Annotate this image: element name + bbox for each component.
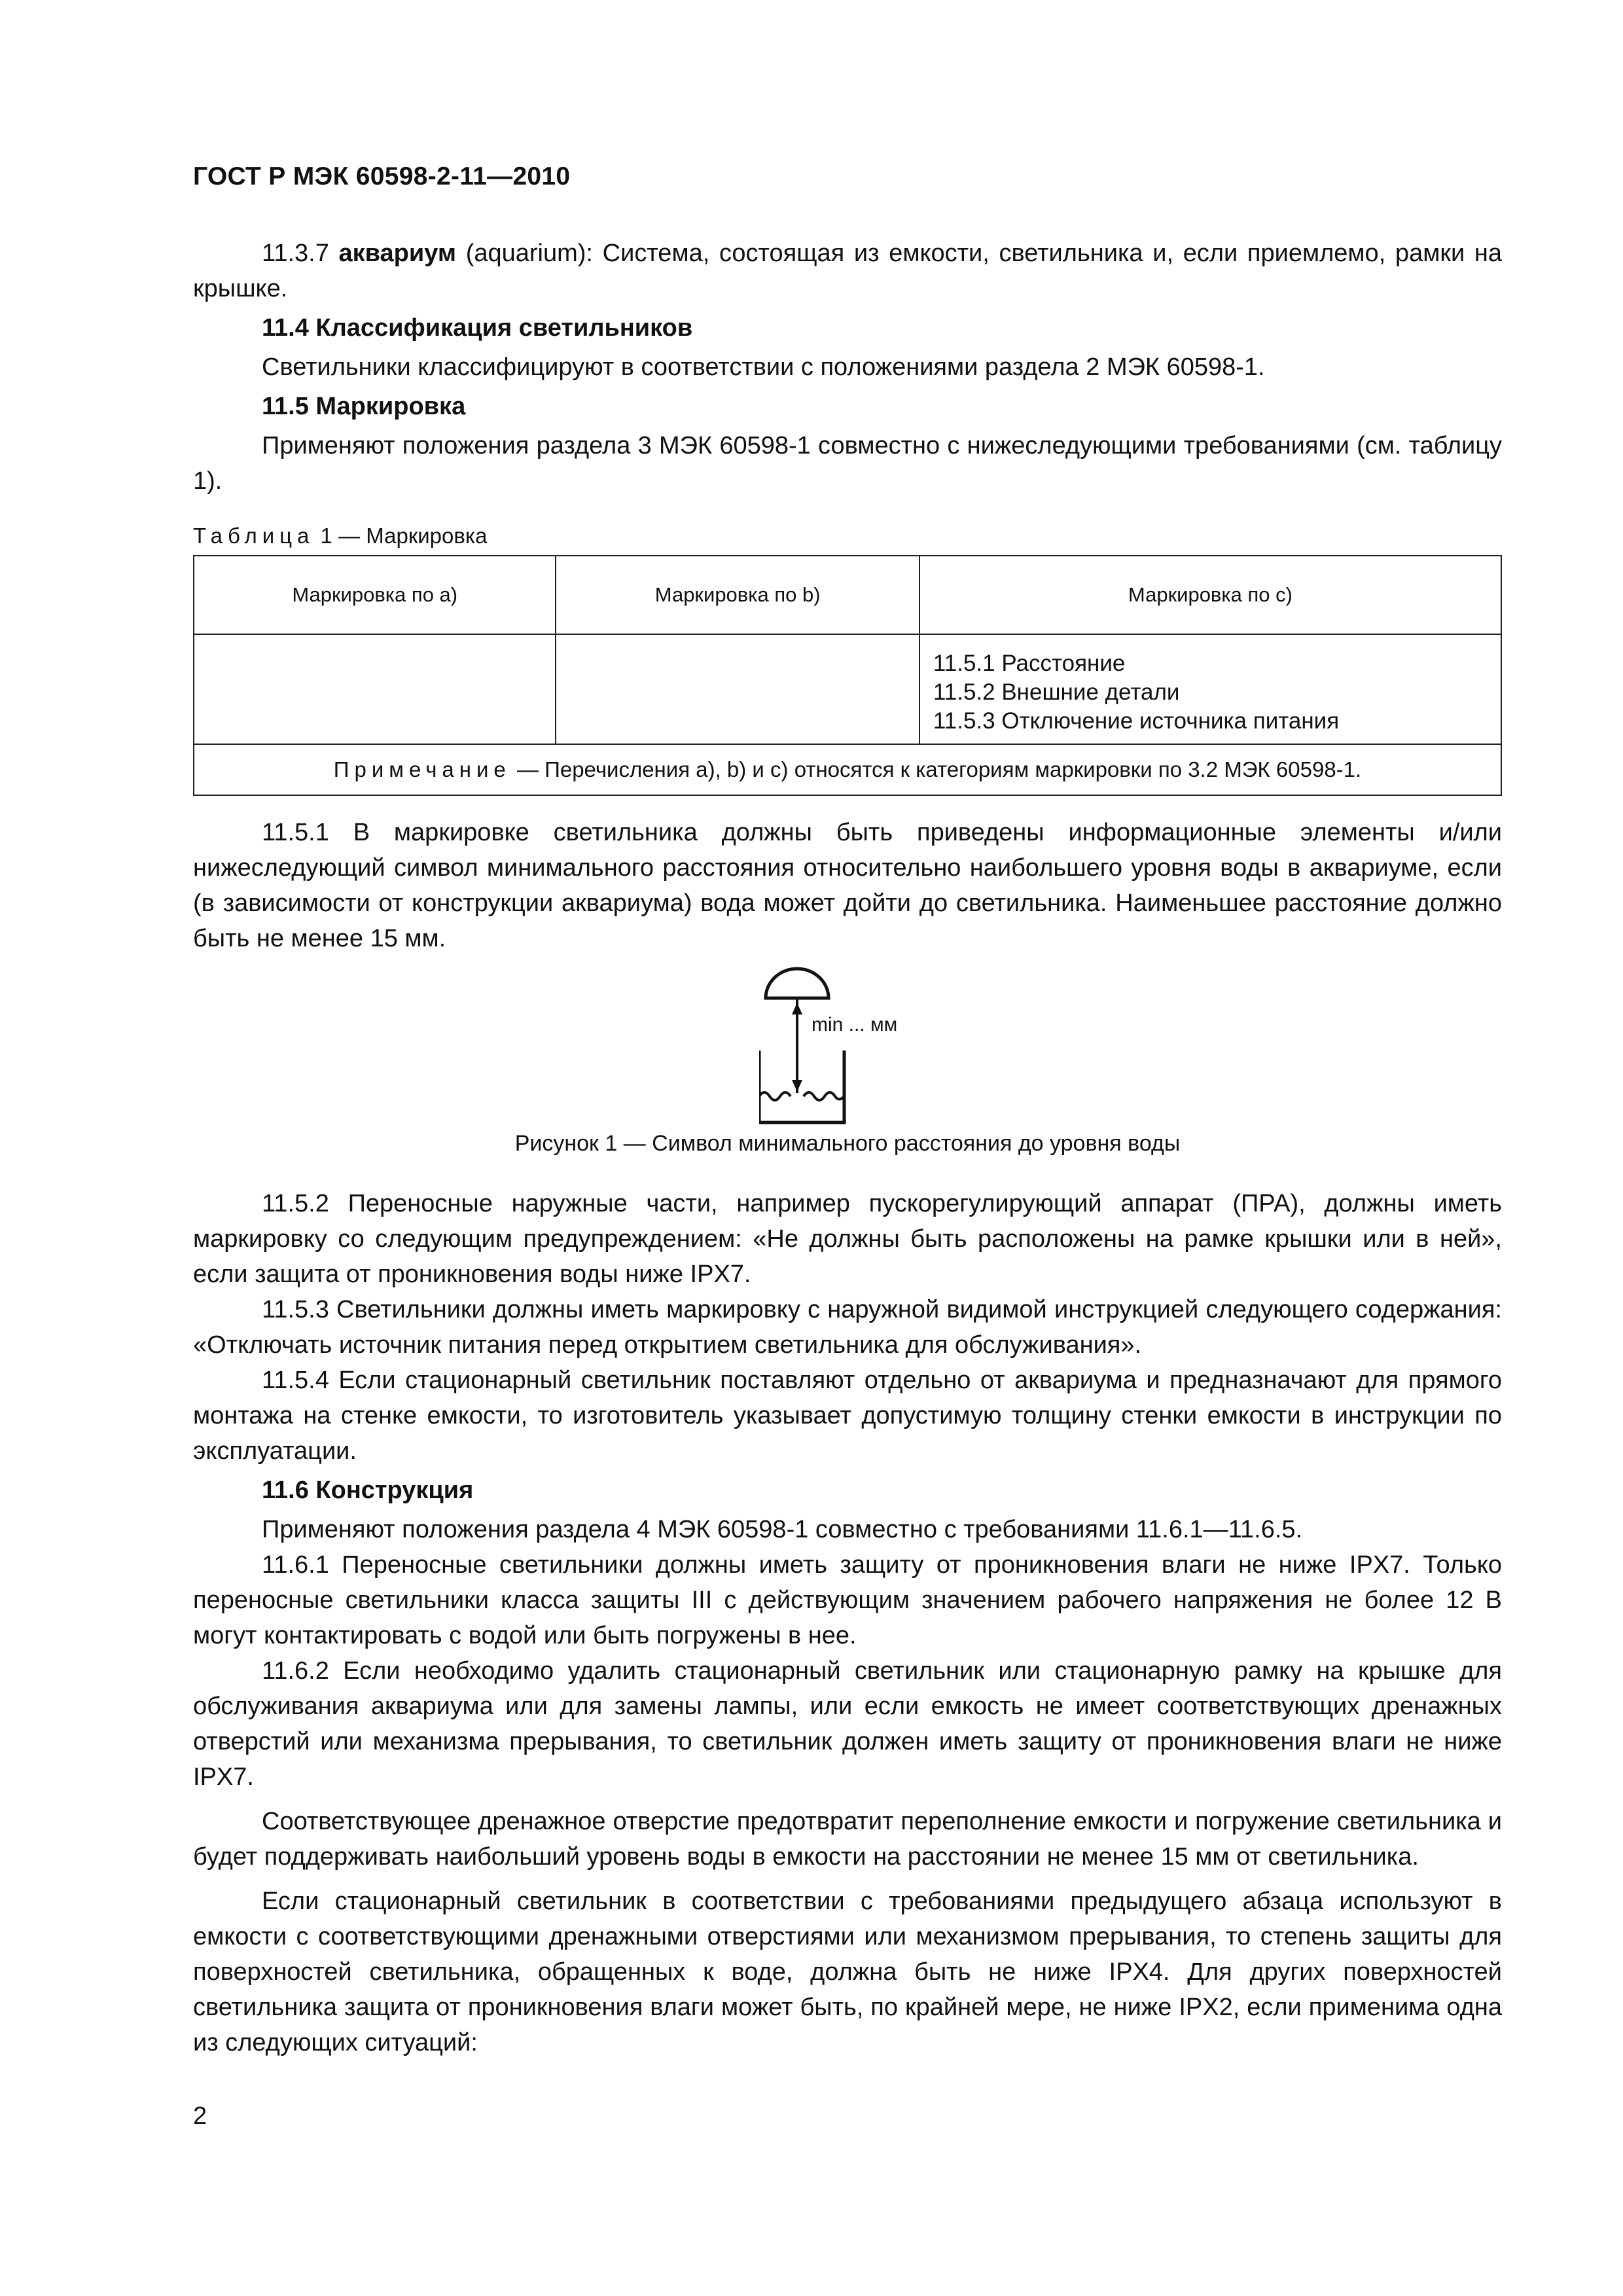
heading-11-6: 11.6 Конструкция bbox=[262, 1477, 474, 1504]
table-caption-title: 1 — Маркировка bbox=[314, 524, 488, 548]
page-number: 2 bbox=[193, 2102, 207, 2130]
cell-b-empty bbox=[556, 634, 919, 744]
header-cell-a: Маркировка по а) bbox=[194, 556, 556, 634]
cell-c-item: 11.5.2 Внешние детали bbox=[933, 679, 1180, 705]
note-text: — Перечисления а), b) и с) относятся к категориям маркировки по 3.2 МЭК 60598-1. bbox=[510, 757, 1362, 781]
section-after-figure bbox=[193, 1186, 1502, 2060]
tank-shape bbox=[759, 1050, 844, 1122]
arrow-head-up bbox=[792, 1003, 802, 1014]
paragraph-11-3-7 bbox=[193, 236, 1502, 306]
paragraph-11-6-1: 11.6.1 Переносные светильники должны иметь защиту от проникновения влаги не ниже IPX7. Только переносные светильники класса защиты III с действующим значением рабочего напряжения не более 12 В могут контактировать с водой или быть погружены в нее. bbox=[193, 1551, 1502, 1649]
table-note-row bbox=[194, 744, 1501, 795]
paragraph-11-4: Светильники классифицируют в соответствии с положениями раздела 2 МЭК 60598-1. bbox=[262, 353, 1265, 381]
cell-c-item: 11.5.1 Расстояние bbox=[933, 651, 1126, 676]
heading-11-4: 11.4 Классификация светильников bbox=[262, 314, 693, 342]
document-page bbox=[193, 0, 1502, 2296]
paragraph-11-5-2: 11.5.2 Переносные наружные части, например пускорегулирующий аппарат (ПРА), должны иметь маркировку со следующим предупреждением: «Не должны быть расположены на рамке крышки или в ней», если защита от проникновения воды ниже IPX7. bbox=[193, 1190, 1502, 1288]
paragraph-11-5-1: 11.5.1 В маркировке светильника должны быть приведены информационные элементы и/или нижеследующий символ минимального расстояния относительно наибольшего уровня воды в аквариуме, если (в зависимости от конструкции аквариума) вода может дойти до светильника. Наименьшее расстояние должно быть не менее 15 мм. bbox=[193, 819, 1502, 952]
table-note bbox=[194, 744, 1501, 795]
header-cell-b: Маркировка по b) bbox=[556, 556, 919, 634]
intro-section bbox=[193, 236, 1502, 499]
luminaire-shape bbox=[766, 969, 829, 998]
min-distance-symbol bbox=[759, 962, 975, 1126]
paragraph-drainage: Соответствующее дренажное отверстие предотвратит переполнение емкости и погружение светильника и будет поддерживать наибольший уровень воды в емкости на расстоянии не менее 15 мм от светильника. bbox=[193, 1808, 1502, 1871]
table-caption bbox=[193, 524, 487, 548]
paragraph-11-5: Применяют положения раздела 3 МЭК 60598-1 совместно с нижеследующими требованиями (см. таблицу 1). bbox=[193, 432, 1502, 495]
figure-label: min ... мм bbox=[812, 1014, 898, 1035]
table-caption-word: Таблица bbox=[193, 524, 315, 548]
defined-term: аквариум bbox=[338, 240, 456, 267]
heading-11-5: 11.5 Маркировка bbox=[262, 393, 466, 420]
table-header-row bbox=[194, 556, 1501, 634]
water-wave bbox=[759, 1092, 844, 1100]
figure-caption: Рисунок 1 — Символ минимального расстояния до уровня воды bbox=[514, 1131, 1181, 1156]
paragraph-11-6-2: 11.6.2 Если необходимо удалить стационарный светильник или стационарную рамку на крышке для обслуживания аквариума или для замены лампы, или если емкость не имеет соответствующих дренажных отверстий или механизма прерывания, то светильник должен иметь защиту от проникновения влаги не ниже IPX7. bbox=[193, 1657, 1502, 1791]
paragraph-11-5-4: 11.5.4 Если стационарный светильник поставляют отдельно от аквариума и предназначают для прямого монтажа на стенке емкости, то изготовитель указывает допустимую толщину стенки емкости в инструкции по эксплуатации. bbox=[193, 1367, 1502, 1465]
section-11-5-1 bbox=[193, 815, 1502, 956]
cell-c bbox=[919, 634, 1501, 744]
standard-designation: ГОСТ Р МЭК 60598-2-11—2010 bbox=[193, 162, 571, 190]
note-word: Примечание bbox=[333, 757, 511, 781]
paragraph-11-5-3: 11.5.3 Светильники должны иметь маркировку с наружной видимой инструкцией следующего содержания: «Отключать источник питания перед открытием светильника для обслуживания». bbox=[193, 1296, 1502, 1359]
cell-c-item: 11.5.3 Отключение источника питания bbox=[933, 708, 1340, 734]
header-cell-c: Маркировка по с) bbox=[919, 556, 1501, 634]
paragraph-protection: Если стационарный светильник в соответствии с требованиями предыдущего абзаца используют в емкости с соответствующими дренажными отверстиями или механизмом прерывания, то степень защиты для поверхностей светильника, обращенных к воде, должна быть не ниже IPX4. Для других поверхностей светильника защита от проникновения влаги может быть, по крайней мере, не ниже IPX2, если применима одна из следующих ситуаций: bbox=[193, 1888, 1502, 2056]
clause-number: 11.3.7 bbox=[262, 240, 329, 267]
cell-a-empty bbox=[194, 634, 556, 744]
definition-text: (aquarium): Система, состоящая из емкости, светильника и, если приемлемо, рамки на крышке. bbox=[193, 240, 1502, 302]
paragraph-11-6: Применяют положения раздела 4 МЭК 60598-1 совместно с требованиями 11.6.1—11.6.5. bbox=[262, 1516, 1303, 1543]
table-row bbox=[194, 634, 1501, 744]
marking-table bbox=[193, 555, 1502, 796]
arrow-head-down bbox=[792, 1080, 802, 1092]
